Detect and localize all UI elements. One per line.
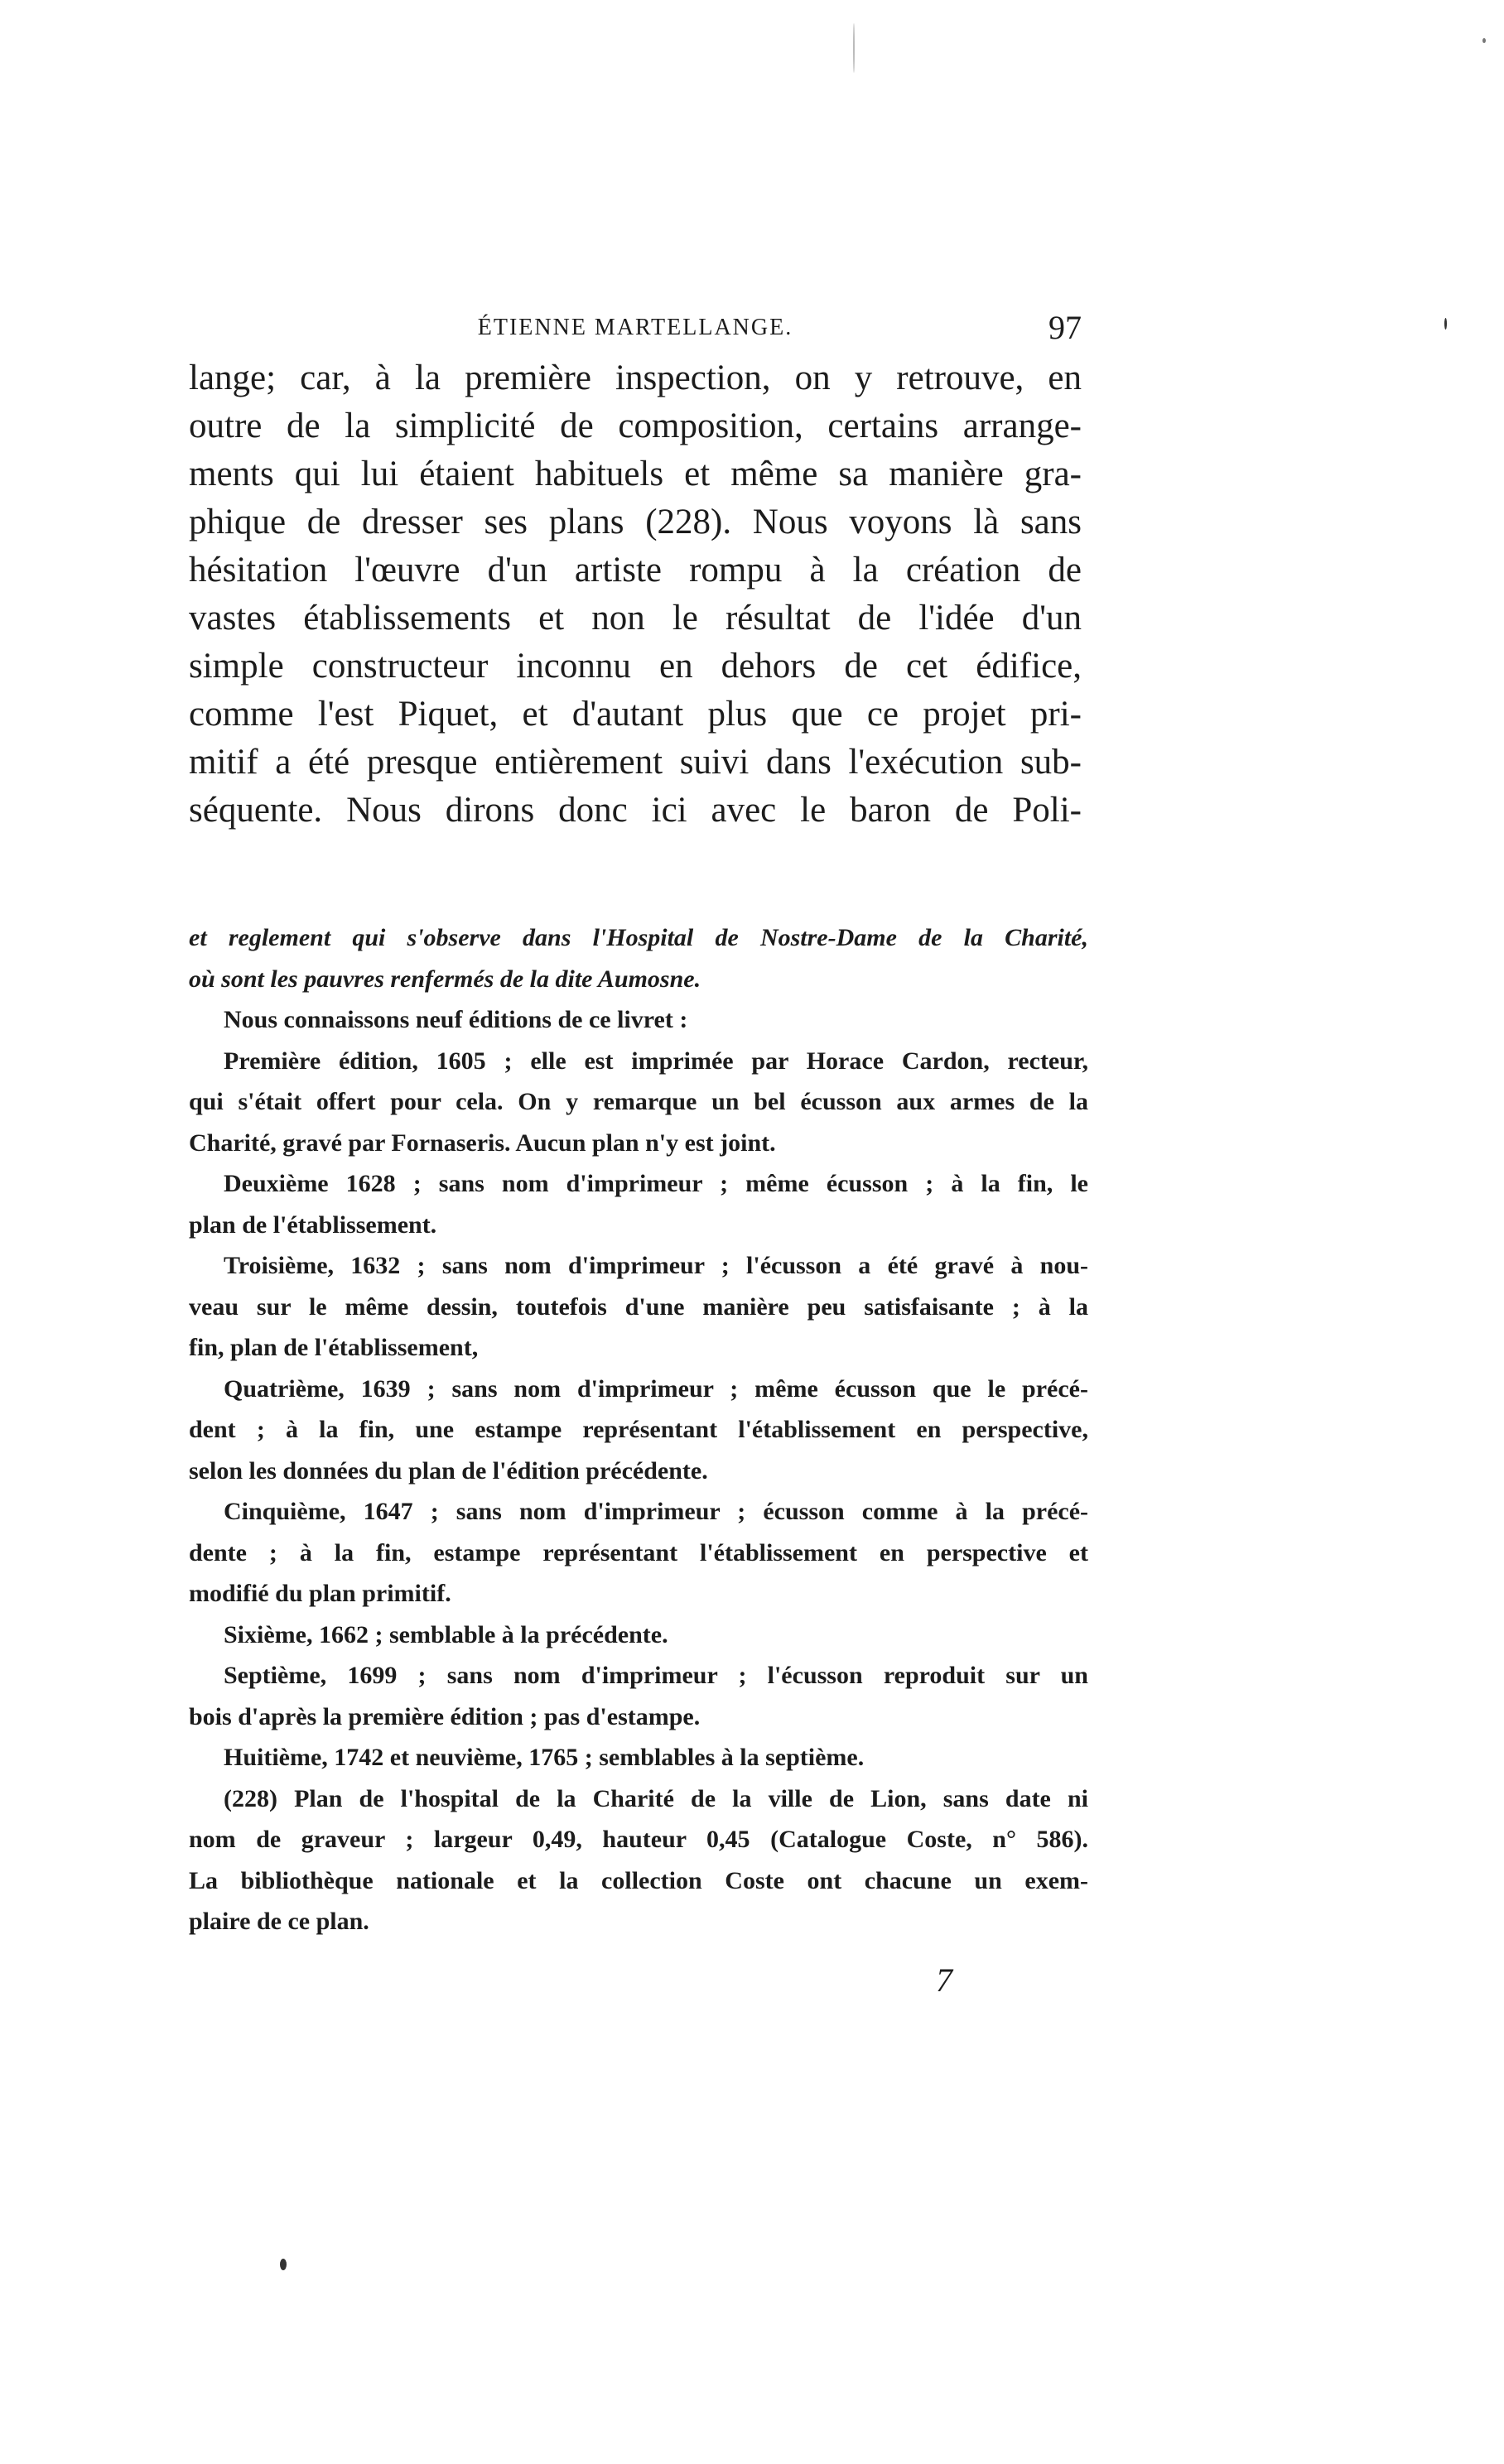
page-number: 97 [1048, 309, 1082, 346]
note-line: selon les données du plan de l'édition précédente. [189, 1456, 708, 1485]
body-line: mitif a été presque entièrement suivi dans l'exécution sub- [189, 743, 1082, 782]
note-line: et reglement qui s'observe dans l'Hospital de Nostre-Dame de la Charité, [189, 924, 1088, 951]
note-line: qui s'était offert pour cela. On y remarque un bel écusson aux armes de la [189, 1088, 1088, 1115]
print-speck [853, 23, 855, 73]
note-line: (228) Plan de l'hospital de la Charité de la ville de Lion, sans date ni [224, 1784, 1088, 1812]
footnotes [189, 917, 1088, 1942]
body-line: comme l'est Piquet, et d'autant plus que ce projet pri- [189, 695, 1082, 734]
note-line: Cinquième, 1647 ; sans nom d'imprimeur ; écusson comme à la précé- [224, 1498, 1088, 1525]
note-line: Charité, gravé par Fornaseris. Aucun plan n'y est joint. [189, 1129, 776, 1157]
print-speck [280, 2259, 287, 2270]
note-line: Première édition, 1605 ; elle est imprimée par Horace Cardon, recteur, [224, 1047, 1088, 1075]
note-line: dent ; à la fin, une estampe représentant l'établissement en perspective, [189, 1416, 1088, 1443]
note-line: Quatrième, 1639 ; sans nom d'imprimeur ; même écusson que le précé- [224, 1374, 1088, 1403]
running-title: ÉTIENNE MARTELLANGE. [477, 315, 793, 340]
note-line: plaire de ce plan. [189, 1908, 369, 1935]
note-line: La bibliothèque nationale et la collection Coste ont chacune un exem- [189, 1866, 1088, 1894]
note-line: plan de l'établissement. [189, 1210, 437, 1239]
note-line: veau sur le même dessin, toutefois d'une manière peu satisfaisante ; à la [189, 1292, 1088, 1321]
note-line: dente ; à la fin, estampe représentant l'établissement en perspective et [189, 1538, 1088, 1566]
body-line: vastes établissements et non le résultat de l'idée d'un [189, 599, 1082, 638]
print-speck [1482, 38, 1486, 43]
signature-mark: 7 [936, 1961, 952, 1999]
running-head [189, 308, 1082, 349]
note-line: Nous connaissons neuf éditions de ce livret : [224, 1006, 688, 1033]
note-line: modifié du plan primitif. [189, 1580, 451, 1607]
note-line: Sixième, 1662 ; semblable à la précédente. [224, 1620, 668, 1648]
body-line: ments qui lui étaient habituels et même sa manière gra- [189, 455, 1082, 493]
note-line: où sont les pauvres renfermés de la dite Aumosne. [189, 965, 701, 993]
note-line: bois d'après la première édition ; pas d'estampe. [189, 1702, 701, 1730]
body-text [189, 354, 1082, 835]
body-line: outre de la simplicité de composition, certains arrange- [189, 407, 1082, 445]
note-line: Deuxième 1628 ; sans nom d'imprimeur ; même écusson ; à la fin, le [224, 1170, 1088, 1197]
body-line: lange; car, à la première inspection, on y retrouve, en [189, 359, 1082, 397]
body-line: séquente. Nous dirons donc ici avec le baron de Poli- [189, 791, 1082, 830]
note-line: nom de graveur ; largeur 0,49, hauteur 0,45 (Catalogue Coste, n° 586). [189, 1826, 1088, 1853]
body-line: phique de dresser ses plans (228). Nous voyons là sans [189, 503, 1082, 541]
note-line: Huitième, 1742 et neuvième, 1765 ; semblables à la septième. [224, 1744, 865, 1771]
body-line: hésitation l'œuvre d'un artiste rompu à la création de [189, 551, 1082, 590]
note-line: Septième, 1699 ; sans nom d'imprimeur ; l'écusson reproduit sur un [224, 1662, 1088, 1689]
note-line: Troisième, 1632 ; sans nom d'imprimeur ; l'écusson a été gravé à nou- [224, 1252, 1088, 1279]
print-speck [1444, 318, 1447, 330]
note-line: fin, plan de l'établissement, [189, 1334, 479, 1361]
body-line: simple constructeur inconnu en dehors de cet édifice, [189, 647, 1082, 686]
